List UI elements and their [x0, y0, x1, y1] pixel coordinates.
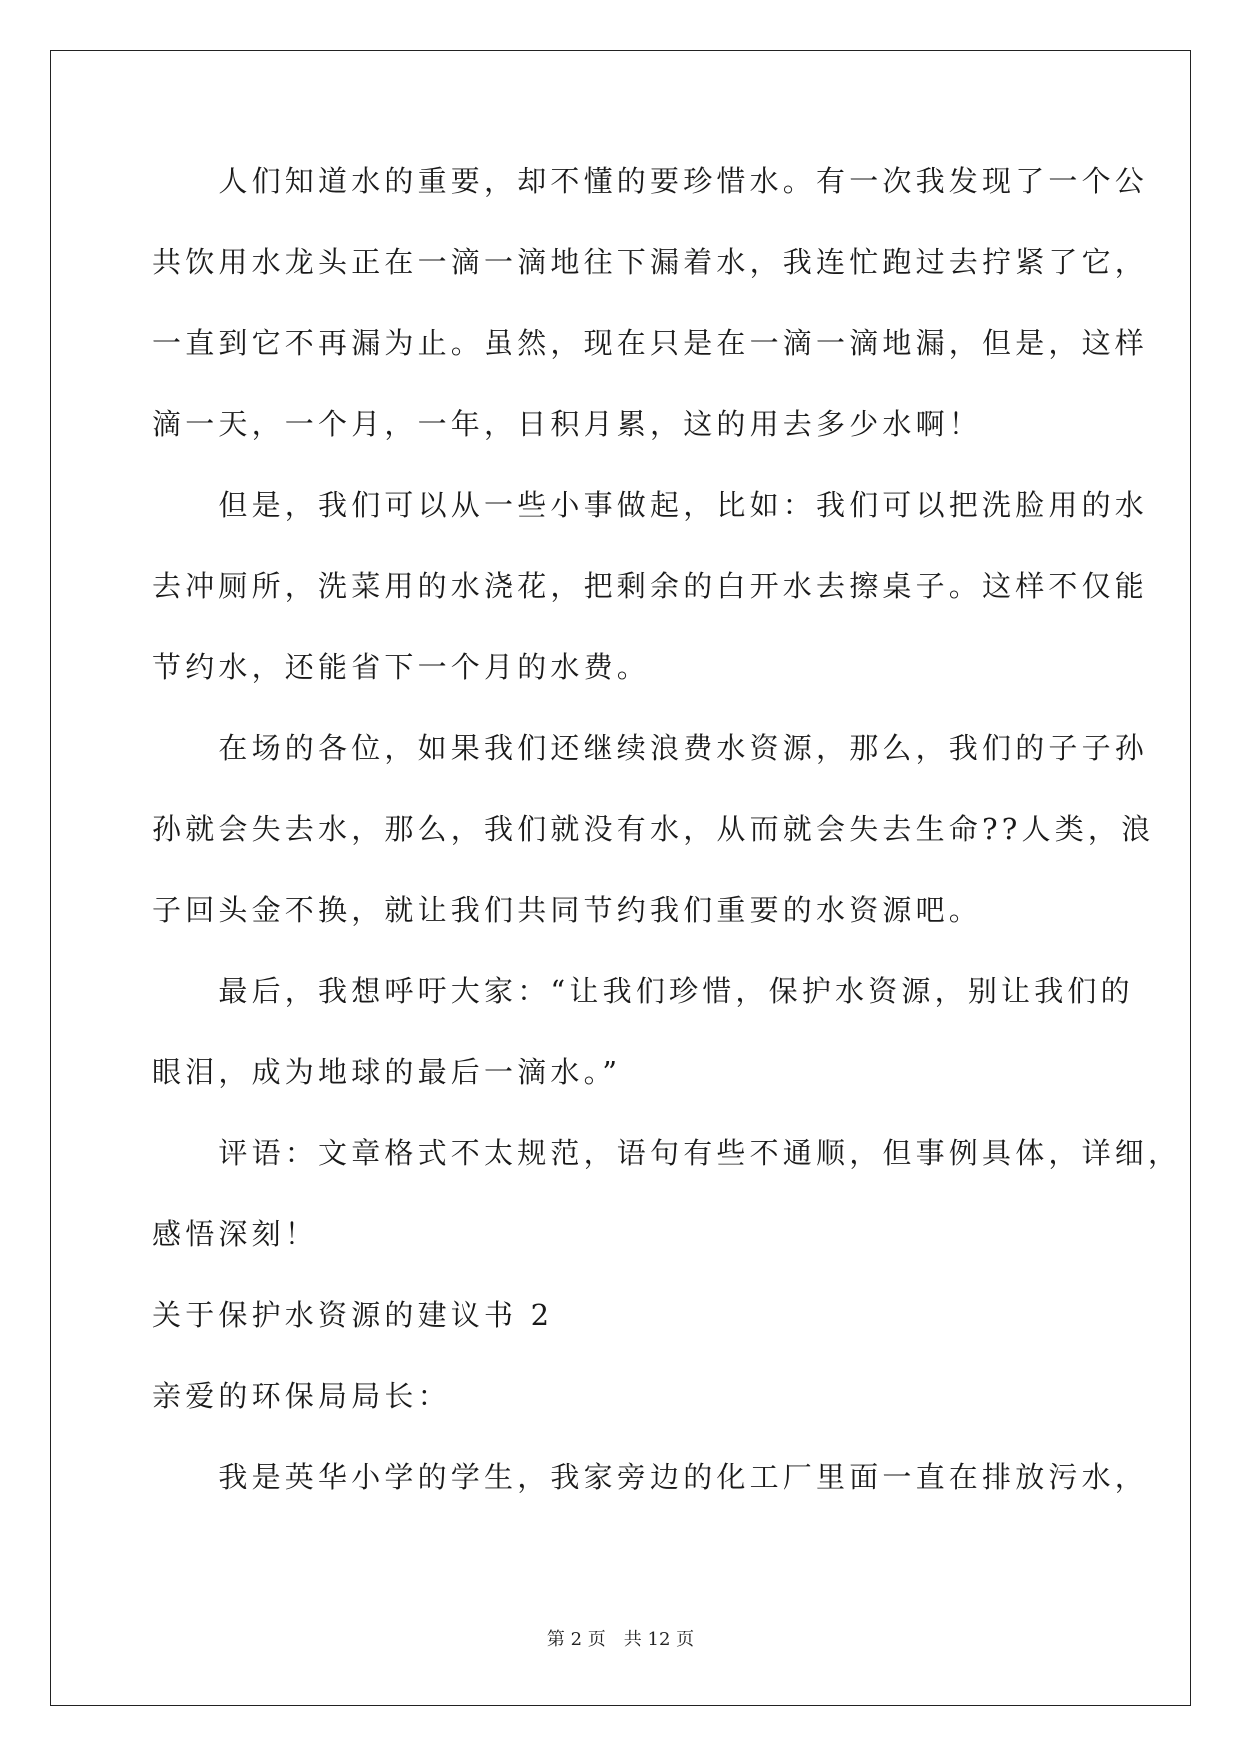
page-number: 第 2 页	[546, 1629, 606, 1650]
paragraph-line: 评语：文章格式不太规范，语句有些不通顺，但事例具体，详细，	[152, 1136, 1182, 1170]
paragraph-line: 眼泪，成为地球的最后一滴水。”	[152, 1055, 622, 1089]
paragraph-line: 但是，我们可以从一些小事做起，比如：我们可以把洗脸用的水	[152, 488, 1149, 522]
paragraph-line: 最后，我想呼吁大家：“让我们珍惜，保护水资源，别让我们的	[152, 974, 1134, 1008]
paragraph-line: 感悟深刻！	[152, 1217, 319, 1251]
paragraph-line: 人们知道水的重要，却不懂的要珍惜水。有一次我发现了一个公	[152, 164, 1149, 198]
salutation: 亲爱的环保局局长：	[152, 1379, 451, 1413]
section-title: 关于保护水资源的建议书 2	[152, 1298, 554, 1332]
paragraph-line: 我是英华小学的学生，我家旁边的化工厂里面一直在排放污水，	[152, 1460, 1149, 1494]
paragraph-line: 去冲厕所，洗菜用的水浇花，把剩余的白开水去擦桌子。这样不仅能	[152, 569, 1149, 603]
paragraph-line: 在场的各位，如果我们还继续浪费水资源，那么，我们的子子孙	[152, 731, 1149, 765]
paragraph-line: 节约水，还能省下一个月的水费。	[152, 650, 651, 684]
paragraph-line: 滴一天，一个月，一年，日积月累，这的用去多少水啊！	[152, 407, 983, 441]
paragraph-line: 共饮用水龙头正在一滴一滴地往下漏着水，我连忙跑过去拧紧了它，	[152, 245, 1149, 279]
page-footer	[0, 1628, 1241, 1652]
paragraph-line: 一直到它不再漏为止。虽然，现在只是在一滴一滴地漏，但是，这样	[152, 326, 1149, 360]
page-total: 共 12 页	[623, 1629, 695, 1650]
paragraph-line: 子回头金不换，就让我们共同节约我们重要的水资源吧。	[152, 893, 983, 927]
paragraph-line: 孙就会失去水，那么，我们就没有水，从而就会失去生命??人类，浪	[152, 812, 1155, 846]
